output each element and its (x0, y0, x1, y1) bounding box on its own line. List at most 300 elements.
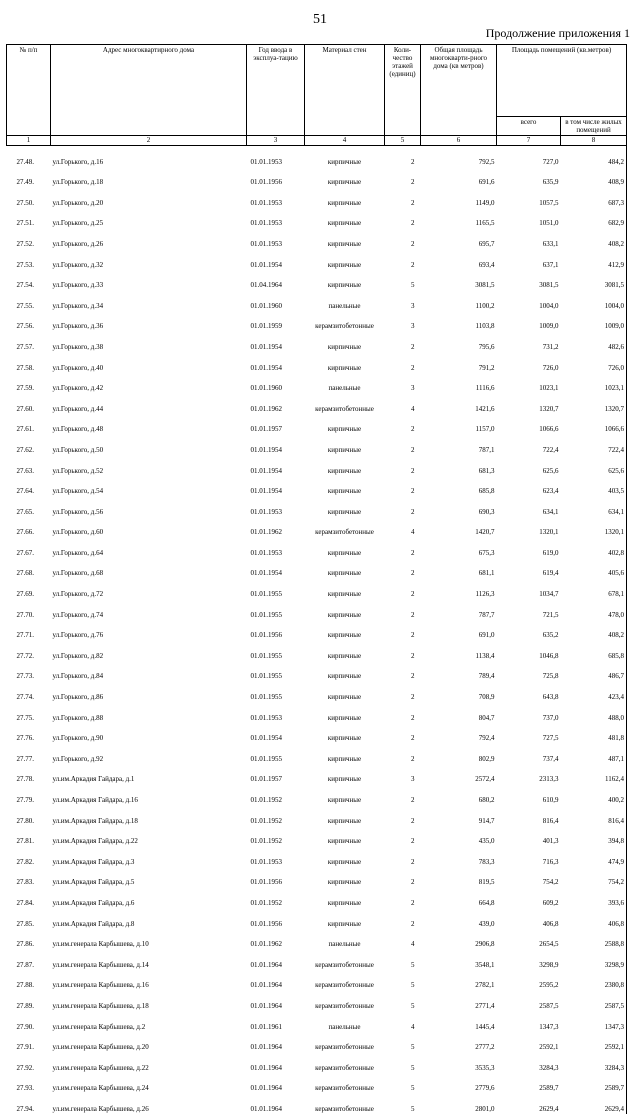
row-number: 27.89. (16, 1001, 34, 1010)
table-row (7, 537, 627, 558)
header-premises: Площадь помещений (кв.метров) (497, 45, 627, 117)
address-cell: ул.Горького, д.16 (52, 157, 104, 166)
table-row (7, 970, 627, 991)
floors-cell: 2 (411, 219, 415, 228)
area-all-cell: 610,9 (542, 796, 559, 804)
area-living-cell: 408,2 (561, 620, 627, 641)
row-number: 27.59. (16, 384, 34, 393)
address-cell: ул.Горького, д.34 (52, 301, 104, 310)
row-number: 27.55. (16, 301, 34, 310)
row-number: 27.48. (16, 157, 34, 166)
table-row (7, 146, 627, 167)
area-living-cell: 682,9 (561, 208, 627, 229)
address-cell: ул.им.Аркадия Гайдара, д.8 (52, 919, 135, 928)
material-cell: кирпичные (327, 754, 362, 763)
row-number: 27.80. (16, 816, 34, 825)
area-living-cell: 393,6 (561, 887, 627, 908)
table-row (7, 228, 627, 249)
address-cell: ул.им.генерала Карбышева, д.14 (52, 960, 149, 969)
area-all-cell: 737,0 (542, 713, 559, 722)
row-number: 27.79. (16, 796, 34, 804)
area-all-cell: 1347,3 (539, 1022, 559, 1031)
year-cell: 01.01.1957 (250, 775, 282, 784)
row-number: 27.75. (16, 713, 34, 722)
year-cell: 01.01.1956 (250, 878, 282, 887)
area-living-cell: 634,1 (561, 496, 627, 517)
floors-cell: 2 (411, 590, 415, 599)
floors-cell: 2 (411, 239, 415, 248)
year-cell: 01.01.1962 (250, 404, 282, 413)
year-cell: 01.01.1953 (250, 198, 282, 207)
material-cell: кирпичные (327, 487, 362, 496)
area-all-cell: 1066,6 (539, 425, 559, 434)
area-living-cell: 726,0 (561, 352, 627, 373)
address-cell: ул.Горького, д.25 (52, 219, 104, 228)
address-cell: ул.Горького, д.86 (52, 693, 104, 702)
row-number: 27.66. (16, 528, 34, 537)
material-cell: кирпичные (327, 672, 362, 681)
material-cell: керамзитобетонные (315, 1043, 374, 1052)
floors-cell: 2 (411, 425, 415, 434)
area-living-cell: 408,2 (561, 228, 627, 249)
floors-cell: 2 (411, 178, 415, 187)
year-cell: 01.01.1953 (250, 713, 282, 722)
total-area-cell: 685,8 (478, 487, 495, 496)
floors-cell: 4 (411, 940, 415, 949)
area-all-cell: 731,2 (542, 342, 559, 351)
area-living-cell: 486,7 (561, 661, 627, 682)
table-row (7, 558, 627, 579)
table-row (7, 640, 627, 661)
material-cell: кирпичные (327, 425, 362, 434)
header-all: всего (497, 117, 561, 136)
area-living-cell: 2380,8 (561, 970, 627, 991)
table-row (7, 702, 627, 723)
table-body (7, 146, 627, 1114)
table-row (7, 270, 627, 291)
address-cell: ул.Горького, д.33 (52, 281, 104, 290)
address-cell: ул.Горького, д.44 (52, 404, 104, 413)
total-area-cell: 691,0 (478, 631, 495, 640)
row-number: 27.60. (16, 404, 34, 413)
table-row (7, 290, 627, 311)
address-cell: ул.Горького, д.64 (52, 548, 104, 557)
address-cell: ул.Горького, д.82 (52, 651, 104, 660)
material-cell: кирпичные (327, 651, 362, 660)
area-all-cell: 1320,1 (539, 528, 559, 537)
row-number: 27.73. (16, 672, 34, 681)
row-number: 27.65. (16, 507, 34, 516)
floors-cell: 2 (411, 837, 415, 846)
material-cell: кирпичные (327, 919, 362, 928)
year-cell: 01.01.1955 (250, 590, 282, 599)
row-number: 27.68. (16, 569, 34, 578)
address-cell: ул.им.генерала Карбышева, д.26 (52, 1104, 149, 1113)
area-living-cell: 1320,1 (561, 517, 627, 538)
material-cell: кирпичные (327, 260, 362, 269)
address-cell: ул.Горького, д.60 (52, 528, 104, 537)
address-cell: ул.Горького, д.38 (52, 342, 104, 351)
address-cell: ул.им.генерала Карбышева, д.18 (52, 1001, 149, 1010)
total-area-cell: 1165,5 (475, 219, 495, 228)
area-living-cell: 816,4 (561, 805, 627, 826)
table-row (7, 764, 627, 785)
total-area-cell: 2801,0 (475, 1104, 495, 1113)
total-area-cell: 819,5 (478, 878, 495, 887)
row-number: 27.50. (16, 198, 34, 207)
area-living-cell: 408,9 (561, 167, 627, 188)
area-living-cell: 487,1 (561, 743, 627, 764)
area-living-cell: 412,9 (561, 249, 627, 270)
material-cell: керамзитобетонные (315, 1104, 374, 1113)
table-row (7, 846, 627, 867)
row-number: 27.92. (16, 1063, 34, 1072)
area-all-cell: 722,4 (542, 445, 559, 454)
material-cell: кирпичные (327, 363, 362, 372)
total-area-cell: 1149,0 (475, 198, 495, 207)
area-all-cell: 1320,7 (539, 404, 559, 413)
address-cell: ул.им.Аркадия Гайдара, д.6 (52, 898, 135, 907)
floors-cell: 5 (411, 1104, 415, 1113)
row-number: 27.58. (16, 363, 34, 372)
material-cell: керамзитобетонные (315, 322, 374, 331)
area-all-cell: 725,8 (542, 672, 559, 681)
year-cell: 01.01.1954 (250, 342, 282, 351)
total-area-cell: 3535,3 (475, 1063, 495, 1072)
table-row (7, 1093, 627, 1114)
material-cell: керамзитобетонные (315, 404, 374, 413)
area-living-cell: 2592,1 (561, 1032, 627, 1053)
area-living-cell: 1066,6 (561, 414, 627, 435)
total-area-cell: 1157,0 (475, 425, 495, 434)
area-all-cell: 1057,5 (539, 198, 559, 207)
table-row (7, 929, 627, 950)
address-cell: ул.Горького, д.54 (52, 487, 104, 496)
table-row (7, 373, 627, 394)
address-cell: ул.Горького, д.92 (52, 754, 104, 763)
row-number: 27.84. (16, 898, 34, 907)
total-area-cell: 795,6 (478, 342, 495, 351)
material-cell: керамзитобетонные (315, 1084, 374, 1093)
total-area-cell: 789,4 (478, 672, 495, 681)
table-row (7, 476, 627, 497)
address-cell: ул.Горького, д.52 (52, 466, 104, 475)
area-all-cell: 2592,1 (539, 1043, 559, 1052)
column-number: 3 (247, 136, 305, 146)
table-row (7, 908, 627, 929)
material-cell: кирпичные (327, 548, 362, 557)
row-number: 27.63. (16, 466, 34, 475)
total-area-cell: 1126,3 (475, 590, 495, 599)
total-area-cell: 1420,7 (475, 528, 495, 537)
row-number: 27.90. (16, 1022, 34, 1031)
total-area-cell: 3081,5 (475, 281, 495, 290)
table-row (7, 352, 627, 373)
row-number: 27.70. (16, 610, 34, 619)
row-number: 27.81. (16, 837, 34, 846)
material-cell: кирпичные (327, 342, 362, 351)
total-area-cell: 802,9 (478, 754, 495, 763)
area-all-cell: 3284,3 (539, 1063, 559, 1072)
material-cell: кирпичные (327, 590, 362, 599)
floors-cell: 2 (411, 713, 415, 722)
area-all-cell: 633,1 (542, 239, 559, 248)
material-cell: керамзитобетонные (315, 1001, 374, 1010)
table-row (7, 517, 627, 538)
floors-cell: 2 (411, 651, 415, 660)
address-cell: ул.им.Аркадия Гайдара, д.18 (52, 816, 138, 825)
year-cell: 01.01.1954 (250, 466, 282, 475)
floors-cell: 2 (411, 693, 415, 702)
floors-cell: 2 (411, 754, 415, 763)
column-number: 6 (421, 136, 497, 146)
row-number: 27.82. (16, 857, 34, 866)
year-cell: 01.01.1964 (250, 1104, 282, 1113)
table-row (7, 578, 627, 599)
area-all-cell: 2313,3 (539, 775, 559, 784)
table-row (7, 167, 627, 188)
floors-cell: 3 (411, 322, 415, 331)
total-area-cell: 675,3 (478, 548, 495, 557)
row-number: 27.91. (16, 1043, 34, 1052)
year-cell: 01.01.1952 (250, 816, 282, 825)
row-number: 27.49. (16, 178, 34, 187)
area-all-cell: 727,0 (542, 157, 559, 166)
total-area-cell: 804,7 (478, 713, 495, 722)
area-all-cell: 635,2 (542, 631, 559, 640)
year-cell: 01.01.1953 (250, 548, 282, 557)
area-living-cell: 406,8 (561, 908, 627, 929)
material-cell: кирпичные (327, 631, 362, 640)
floors-cell: 4 (411, 1022, 415, 1031)
area-all-cell: 1046,8 (539, 651, 559, 660)
material-cell: кирпичные (327, 157, 362, 166)
column-numbers-row (7, 136, 627, 146)
year-cell: 01.01.1952 (250, 898, 282, 907)
address-cell: ул.Горького, д.18 (52, 178, 104, 187)
table-row (7, 249, 627, 270)
area-all-cell: 2589,7 (539, 1084, 559, 1093)
year-cell: 01.01.1956 (250, 178, 282, 187)
total-area-cell: 1103,8 (475, 322, 495, 331)
material-cell: кирпичные (327, 445, 362, 454)
area-living-cell: 678,1 (561, 578, 627, 599)
total-area-cell: 2777,2 (475, 1043, 495, 1052)
year-cell: 01.01.1955 (250, 651, 282, 660)
total-area-cell: 690,3 (478, 507, 495, 516)
material-cell: панельные (328, 1022, 361, 1031)
area-all-cell: 1034,7 (539, 590, 559, 599)
year-cell: 01.01.1962 (250, 528, 282, 537)
area-living-cell: 402,8 (561, 537, 627, 558)
floors-cell: 2 (411, 445, 415, 454)
address-cell: ул.Горького, д.68 (52, 569, 104, 578)
total-area-cell: 691,6 (478, 178, 495, 187)
row-number: 27.74. (16, 693, 34, 702)
area-all-cell: 609,2 (542, 898, 559, 907)
floors-cell: 2 (411, 548, 415, 557)
address-cell: ул.Горького, д.72 (52, 590, 104, 599)
year-cell: 01.01.1956 (250, 919, 282, 928)
area-living-cell: 1023,1 (561, 373, 627, 394)
header-year: Год ввода в эксплуа-тацию (247, 45, 305, 136)
row-number: 27.85. (16, 919, 34, 928)
table-row (7, 1052, 627, 1073)
floors-cell: 5 (411, 1001, 415, 1010)
table-row (7, 867, 627, 888)
material-cell: панельные (328, 384, 361, 393)
total-area-cell: 1100,2 (475, 301, 495, 310)
area-living-cell: 481,8 (561, 723, 627, 744)
year-cell: 01.01.1955 (250, 693, 282, 702)
year-cell: 01.01.1964 (250, 960, 282, 969)
material-cell: кирпичные (327, 775, 362, 784)
table-row (7, 393, 627, 414)
total-area-cell: 1116,6 (475, 384, 495, 393)
year-cell: 01.01.1952 (250, 796, 282, 804)
total-area-cell: 791,2 (478, 363, 495, 372)
year-cell: 01.01.1955 (250, 610, 282, 619)
area-all-cell: 3298,9 (539, 960, 559, 969)
table-row (7, 599, 627, 620)
row-number: 27.87. (16, 960, 34, 969)
address-cell: ул.им.Аркадия Гайдара, д.22 (52, 837, 138, 846)
floors-cell: 2 (411, 342, 415, 351)
header-num: № п/п (7, 45, 51, 136)
table-row (7, 661, 627, 682)
row-number: 27.88. (16, 981, 34, 990)
material-cell: кирпичные (327, 693, 362, 702)
material-cell: кирпичные (327, 837, 362, 846)
area-living-cell: 685,8 (561, 640, 627, 661)
area-all-cell: 727,5 (542, 734, 559, 743)
total-area-cell: 2906,8 (475, 940, 495, 949)
row-number: 27.93. (16, 1084, 34, 1093)
table-row (7, 681, 627, 702)
address-cell: ул.Горького, д.26 (52, 239, 104, 248)
material-cell: кирпичные (327, 466, 362, 475)
floors-cell: 3 (411, 301, 415, 310)
area-all-cell: 726,0 (542, 363, 559, 372)
area-living-cell: 3298,9 (561, 949, 627, 970)
material-cell: кирпичные (327, 178, 362, 187)
material-cell: кирпичные (327, 796, 362, 804)
header-total-area: Общая площадь многокварти-рного дома (кв метров) (421, 45, 497, 136)
row-number: 27.78. (16, 775, 34, 784)
housing-table (6, 44, 627, 1114)
row-number: 27.86. (16, 940, 34, 949)
material-cell: панельные (328, 301, 361, 310)
area-all-cell: 1004,0 (539, 301, 559, 310)
table-row (7, 784, 627, 805)
floors-cell: 5 (411, 1084, 415, 1093)
floors-cell: 5 (411, 1043, 415, 1052)
address-cell: ул.им.Аркадия Гайдара, д.1 (52, 775, 135, 784)
area-living-cell: 3284,3 (561, 1052, 627, 1073)
header-living: в том числе жилых помещений (561, 117, 627, 136)
material-cell: керамзитобетонные (315, 1063, 374, 1072)
row-number: 27.72. (16, 651, 34, 660)
address-cell: ул.им.генерала Карбышева, д.24 (52, 1084, 149, 1093)
column-number: 2 (51, 136, 247, 146)
row-number: 27.77. (16, 754, 34, 763)
table-row (7, 949, 627, 970)
area-all-cell: 737,4 (542, 754, 559, 763)
total-area-cell: 914,7 (478, 816, 495, 825)
total-area-cell: 439,0 (478, 919, 495, 928)
area-living-cell: 754,2 (561, 867, 627, 888)
area-all-cell: 2654,5 (539, 940, 559, 949)
area-living-cell: 482,6 (561, 331, 627, 352)
row-number: 27.54. (16, 281, 34, 290)
total-area-cell: 708,9 (478, 693, 495, 702)
area-all-cell: 634,1 (542, 507, 559, 516)
area-living-cell: 423,4 (561, 681, 627, 702)
column-number: 7 (497, 136, 561, 146)
material-cell: кирпичные (327, 713, 362, 722)
material-cell: кирпичные (327, 734, 362, 743)
floors-cell: 2 (411, 466, 415, 475)
floors-cell: 5 (411, 1063, 415, 1072)
floors-cell: 2 (411, 672, 415, 681)
total-area-cell: 3548,1 (475, 960, 495, 969)
area-living-cell: 2588,8 (561, 929, 627, 950)
floors-cell: 3 (411, 775, 415, 784)
area-living-cell: 2589,7 (561, 1073, 627, 1094)
year-cell: 01.01.1953 (250, 157, 282, 166)
area-living-cell: 484,2 (561, 146, 627, 167)
address-cell: ул.им.Аркадия Гайдара, д.16 (52, 796, 138, 804)
column-number: 8 (561, 136, 627, 146)
year-cell: 01.01.1955 (250, 754, 282, 763)
area-all-cell: 619,0 (542, 548, 559, 557)
area-living-cell: 2629,4 (561, 1093, 627, 1114)
area-living-cell: 1347,3 (561, 1011, 627, 1032)
area-living-cell: 625,6 (561, 455, 627, 476)
row-number: 27.94. (16, 1104, 34, 1113)
page-number: 51 (313, 12, 327, 27)
material-cell: кирпичные (327, 610, 362, 619)
year-cell: 01.01.1954 (250, 569, 282, 578)
area-living-cell: 1004,0 (561, 290, 627, 311)
address-cell: ул.Горького, д.36 (52, 322, 104, 331)
area-all-cell: 2595,2 (539, 981, 559, 990)
material-cell: кирпичные (327, 219, 362, 228)
area-all-cell: 716,3 (542, 857, 559, 866)
header-material: Материал стен (305, 45, 385, 136)
floors-cell: 2 (411, 363, 415, 372)
area-all-cell: 1009,0 (539, 322, 559, 331)
year-cell: 01.01.1954 (250, 734, 282, 743)
continuation-label: Продолжение приложения 1 (485, 26, 630, 40)
year-cell: 01.01.1953 (250, 857, 282, 866)
floors-cell: 5 (411, 960, 415, 969)
table-row (7, 990, 627, 1011)
area-all-cell: 3081,5 (539, 281, 559, 290)
total-area-cell: 787,1 (478, 445, 495, 454)
floors-cell: 2 (411, 198, 415, 207)
year-cell: 01.01.1955 (250, 672, 282, 681)
area-living-cell: 722,4 (561, 434, 627, 455)
address-cell: ул.Горького, д.50 (52, 445, 104, 454)
address-cell: ул.Горького, д.90 (52, 734, 104, 743)
total-area-cell: 2572,4 (475, 775, 495, 784)
address-cell: ул.Горького, д.40 (52, 363, 104, 372)
year-cell: 01.01.1960 (250, 384, 282, 393)
area-all-cell: 643,8 (542, 693, 559, 702)
row-number: 27.61. (16, 425, 34, 434)
year-cell: 01.01.1964 (250, 1001, 282, 1010)
